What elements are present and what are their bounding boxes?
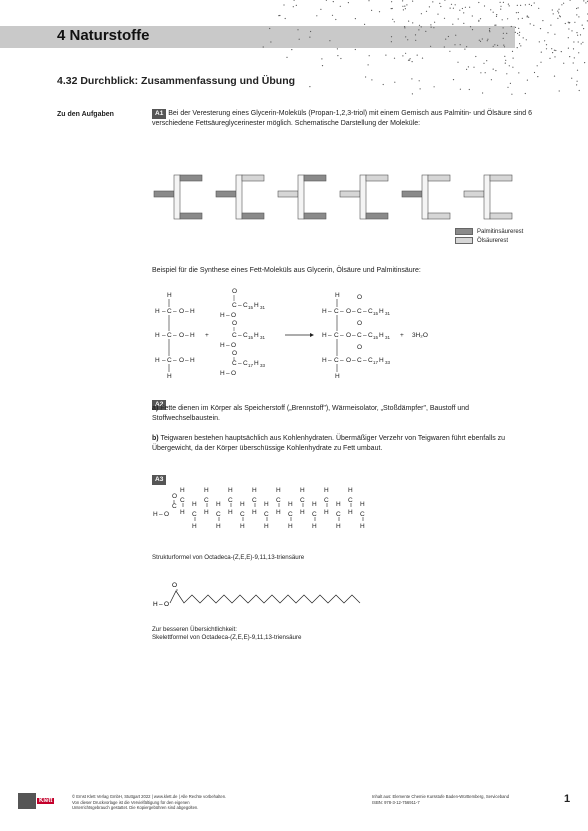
task-a1 xyxy=(152,109,537,129)
svg-text:H: H xyxy=(204,509,209,516)
svg-text:C: C xyxy=(232,360,237,367)
svg-text:H: H xyxy=(220,342,225,349)
svg-text:O: O xyxy=(179,308,185,315)
svg-text:C: C xyxy=(243,302,248,309)
molecule-schematic xyxy=(278,175,326,219)
svg-text:H: H xyxy=(300,487,305,494)
svg-text:–: – xyxy=(173,357,177,364)
task-tag-a2: A2 xyxy=(152,400,166,410)
svg-text:C: C xyxy=(368,357,373,364)
svg-text:H: H xyxy=(190,357,195,364)
svg-text:C: C xyxy=(348,497,353,504)
svg-text:O: O xyxy=(357,320,363,327)
svg-text:O: O xyxy=(346,308,352,315)
svg-text:C: C xyxy=(368,308,373,315)
svg-text:H: H xyxy=(312,501,317,508)
task-a2a: a) Fette dienen im Körper als Speicherstoff („Brennstoff"), Wärmeisolator, „Stoßdämpfer", Baustoff und Stoffwechselbaustein. xyxy=(152,405,470,422)
svg-text:H: H xyxy=(360,501,365,508)
plus-sign-2: + xyxy=(400,332,404,339)
svg-text:C: C xyxy=(240,511,245,518)
section-title: 4.32 Durchblick: Zusammenfassung und Übung xyxy=(57,75,296,87)
svg-text:H: H xyxy=(192,501,197,508)
page-title: 4 Naturstoffe xyxy=(57,27,150,44)
svg-text:O: O xyxy=(232,288,238,295)
svg-text:H: H xyxy=(228,487,233,494)
svg-text:33: 33 xyxy=(385,360,391,365)
svg-text:C: C xyxy=(276,497,281,504)
svg-text:–: – xyxy=(363,332,367,339)
svg-text:H: H xyxy=(167,292,172,299)
svg-text:O: O xyxy=(346,332,352,339)
svg-text:O: O xyxy=(231,312,237,319)
svg-text:O: O xyxy=(179,332,185,339)
molecule-schematic xyxy=(340,175,388,219)
publisher-logo-icon xyxy=(18,793,36,809)
svg-text:H: H xyxy=(254,360,259,367)
glycerin-structure xyxy=(155,292,195,380)
svg-text:–: – xyxy=(185,332,189,339)
svg-text:H: H xyxy=(240,501,245,508)
svg-text:17: 17 xyxy=(248,363,254,368)
triglyceride-structure xyxy=(322,292,391,380)
svg-text:–: – xyxy=(162,332,166,339)
svg-text:O: O xyxy=(164,511,170,518)
svg-text:C: C xyxy=(252,497,257,504)
svg-text:C: C xyxy=(243,360,248,367)
task-a1-text: Bei der Veresterung eines Glycerin-Moleküls (Propan-1,2,3-triol) mit einem Gemisch aus Palmitin- und Ölsäure sind 6 verschiedene Fettsäureglycerinester möglich. Schematische Darstellung der Moleküle: xyxy=(152,110,533,127)
svg-text:H: H xyxy=(153,511,158,518)
svg-text:C: C xyxy=(167,357,172,364)
svg-text:C: C xyxy=(357,308,362,315)
svg-text:C: C xyxy=(232,302,237,309)
skeletal-formula xyxy=(150,575,370,620)
svg-text:H: H xyxy=(167,373,172,380)
svg-text:H: H xyxy=(324,509,329,516)
svg-text:–: – xyxy=(173,332,177,339)
publisher-logo-text: Klett xyxy=(39,798,53,804)
svg-text:H: H xyxy=(336,501,341,508)
svg-text:–: – xyxy=(238,360,242,367)
svg-text:C: C xyxy=(312,511,317,518)
svg-text:H: H xyxy=(335,373,340,380)
svg-text:H: H xyxy=(220,312,225,319)
svg-text:–: – xyxy=(226,370,230,377)
svg-text:C: C xyxy=(360,511,365,518)
svg-text:H: H xyxy=(336,523,341,530)
svg-text:O: O xyxy=(231,342,237,349)
svg-text:–: – xyxy=(162,308,166,315)
svg-text:H: H xyxy=(322,357,327,364)
svg-text:H: H xyxy=(180,487,185,494)
svg-text:C: C xyxy=(228,497,233,504)
svg-text:H: H xyxy=(348,487,353,494)
svg-text:O: O xyxy=(164,601,170,608)
svg-text:H: H xyxy=(379,332,384,339)
svg-text:C: C xyxy=(357,332,362,339)
footer-source: Inhalt aus: Elemente Chemie Kursstufe Baden-Württemberg, Serviceband ISBN: 978-3-12-756911-7 xyxy=(372,794,510,805)
svg-text:C: C xyxy=(216,511,221,518)
svg-text:C: C xyxy=(368,332,373,339)
task-tag-a3: A3 xyxy=(152,475,166,485)
plus-sign-1: + xyxy=(205,332,209,339)
sidebar-label: Zu den Aufgaben xyxy=(57,111,114,118)
svg-text:–: – xyxy=(328,308,332,315)
svg-text:O: O xyxy=(346,357,352,364)
svg-text:–: – xyxy=(328,332,332,339)
svg-text:H: H xyxy=(228,509,233,516)
svg-text:O: O xyxy=(172,582,178,589)
svg-text:–: – xyxy=(238,302,242,309)
water-label: 3H₂O xyxy=(412,332,428,339)
svg-text:H: H xyxy=(322,308,327,315)
page-number: 1 xyxy=(564,793,571,805)
caption-structural: Strukturformel von Octadeca-(Z,E,E)-9,11,13-triensäure xyxy=(152,554,305,561)
svg-text:H: H xyxy=(264,523,269,530)
svg-text:C: C xyxy=(357,357,362,364)
svg-text:–: – xyxy=(159,511,163,518)
svg-text:H: H xyxy=(379,308,384,315)
svg-text:H: H xyxy=(276,509,281,516)
svg-text:15: 15 xyxy=(373,311,379,316)
svg-text:C: C xyxy=(180,497,185,504)
svg-text:H: H xyxy=(252,487,257,494)
svg-text:H: H xyxy=(192,523,197,530)
svg-text:H: H xyxy=(312,523,317,530)
svg-text:33: 33 xyxy=(260,363,266,368)
svg-text:C: C xyxy=(192,511,197,518)
svg-text:H: H xyxy=(204,487,209,494)
svg-text:–: – xyxy=(226,342,230,349)
svg-text:C: C xyxy=(232,332,237,339)
task-a2b: b) Teigwaren bestehen hauptsächlich aus Kohlenhydraten. Übermäßiger Verzehr von Teigwaren führt ebenfalls zu Übergewicht, da der Körper überschüssige Kohlenhydrate zu Fett umbaut. xyxy=(152,435,506,452)
structural-formula xyxy=(150,478,390,550)
svg-text:O: O xyxy=(172,493,178,500)
legend xyxy=(455,228,523,246)
svg-text:H: H xyxy=(190,332,195,339)
svg-text:–: – xyxy=(185,357,189,364)
caption-skeletal: Zur besseren Übersichtlichkeit: Skelettformel von Octadeca-(Z,E,E)-9,11,13-triensäure xyxy=(152,626,302,641)
svg-text:C: C xyxy=(324,497,329,504)
svg-text:H: H xyxy=(254,332,259,339)
svg-text:–: – xyxy=(162,357,166,364)
svg-text:–: – xyxy=(238,332,242,339)
svg-text:C: C xyxy=(334,357,339,364)
svg-text:31: 31 xyxy=(260,305,266,310)
svg-text:–: – xyxy=(226,312,230,319)
svg-text:C: C xyxy=(288,511,293,518)
svg-text:H: H xyxy=(379,357,384,364)
legend-item-palmitin: Palmitinsäurerest xyxy=(455,228,523,237)
legend-item-oel: Ölsäurerest xyxy=(455,237,523,246)
molecule-schematic xyxy=(464,175,512,219)
svg-text:–: – xyxy=(340,357,344,364)
svg-text:C: C xyxy=(300,497,305,504)
svg-text:H: H xyxy=(322,332,327,339)
svg-text:H: H xyxy=(360,523,365,530)
svg-text:C: C xyxy=(264,511,269,518)
svg-text:H: H xyxy=(254,302,259,309)
svg-text:O: O xyxy=(231,370,237,377)
svg-text:H: H xyxy=(288,523,293,530)
svg-text:15: 15 xyxy=(248,335,254,340)
svg-text:15: 15 xyxy=(373,335,379,340)
svg-text:H: H xyxy=(216,523,221,530)
svg-text:H: H xyxy=(155,308,160,315)
svg-text:O: O xyxy=(357,294,363,301)
svg-text:C: C xyxy=(334,332,339,339)
footer-copyright: © Ernst Klett Verlag GmbH, Stuttgart 2022 | www.klett.de | Alle Rechte vorbehalten. Von dieser Druckvorlage ist die Vervielfältigung für den eigenen Unterrichtsgebrauch gestattet. Die Kopiergebühren sind abgegolten. xyxy=(72,794,227,810)
svg-text:15: 15 xyxy=(248,305,254,310)
svg-text:H: H xyxy=(252,509,257,516)
svg-text:31: 31 xyxy=(260,335,266,340)
svg-text:C: C xyxy=(204,497,209,504)
svg-text:H: H xyxy=(190,308,195,315)
svg-text:–: – xyxy=(352,332,356,339)
molecule-schematic xyxy=(154,175,202,219)
reaction-equation xyxy=(150,285,450,385)
svg-text:H: H xyxy=(264,501,269,508)
svg-text:H: H xyxy=(324,487,329,494)
svg-text:H: H xyxy=(153,601,158,608)
svg-text:C: C xyxy=(334,308,339,315)
svg-text:–: – xyxy=(352,308,356,315)
example-text: Beispiel für die Synthese eines Fett-Moleküls aus Glycerin, Ölsäure und Palmitinsäure: xyxy=(152,267,421,274)
svg-text:O: O xyxy=(179,357,185,364)
svg-text:H: H xyxy=(300,509,305,516)
svg-text:H: H xyxy=(155,332,160,339)
svg-text:H: H xyxy=(335,292,340,299)
svg-text:C: C xyxy=(167,332,172,339)
svg-text:H: H xyxy=(276,487,281,494)
svg-text:–: – xyxy=(340,332,344,339)
svg-text:C: C xyxy=(172,503,177,510)
svg-text:–: – xyxy=(173,308,177,315)
svg-text:31: 31 xyxy=(385,311,391,316)
svg-text:H: H xyxy=(288,501,293,508)
svg-text:–: – xyxy=(328,357,332,364)
svg-text:–: – xyxy=(352,357,356,364)
svg-text:–: – xyxy=(340,308,344,315)
svg-text:–: – xyxy=(185,308,189,315)
fat-molecule-schematics xyxy=(150,172,540,222)
molecule-schematic xyxy=(216,175,264,219)
svg-text:O: O xyxy=(357,344,363,351)
svg-text:–: – xyxy=(363,308,367,315)
svg-text:C: C xyxy=(243,332,248,339)
svg-text:H: H xyxy=(180,509,185,516)
svg-text:O: O xyxy=(232,350,238,357)
svg-text:H: H xyxy=(220,370,225,377)
svg-text:H: H xyxy=(240,523,245,530)
svg-text:17: 17 xyxy=(373,360,379,365)
svg-text:C: C xyxy=(167,308,172,315)
svg-text:31: 31 xyxy=(385,335,391,340)
svg-text:H: H xyxy=(348,509,353,516)
molecule-schematic xyxy=(402,175,450,219)
fatty-acids-structure xyxy=(220,288,266,377)
svg-text:–: – xyxy=(363,357,367,364)
svg-text:O: O xyxy=(232,320,238,327)
svg-text:–: – xyxy=(159,601,163,608)
svg-text:H: H xyxy=(216,501,221,508)
task-tag-a1: A1 xyxy=(152,109,166,119)
svg-text:C: C xyxy=(336,511,341,518)
svg-text:H: H xyxy=(155,357,160,364)
